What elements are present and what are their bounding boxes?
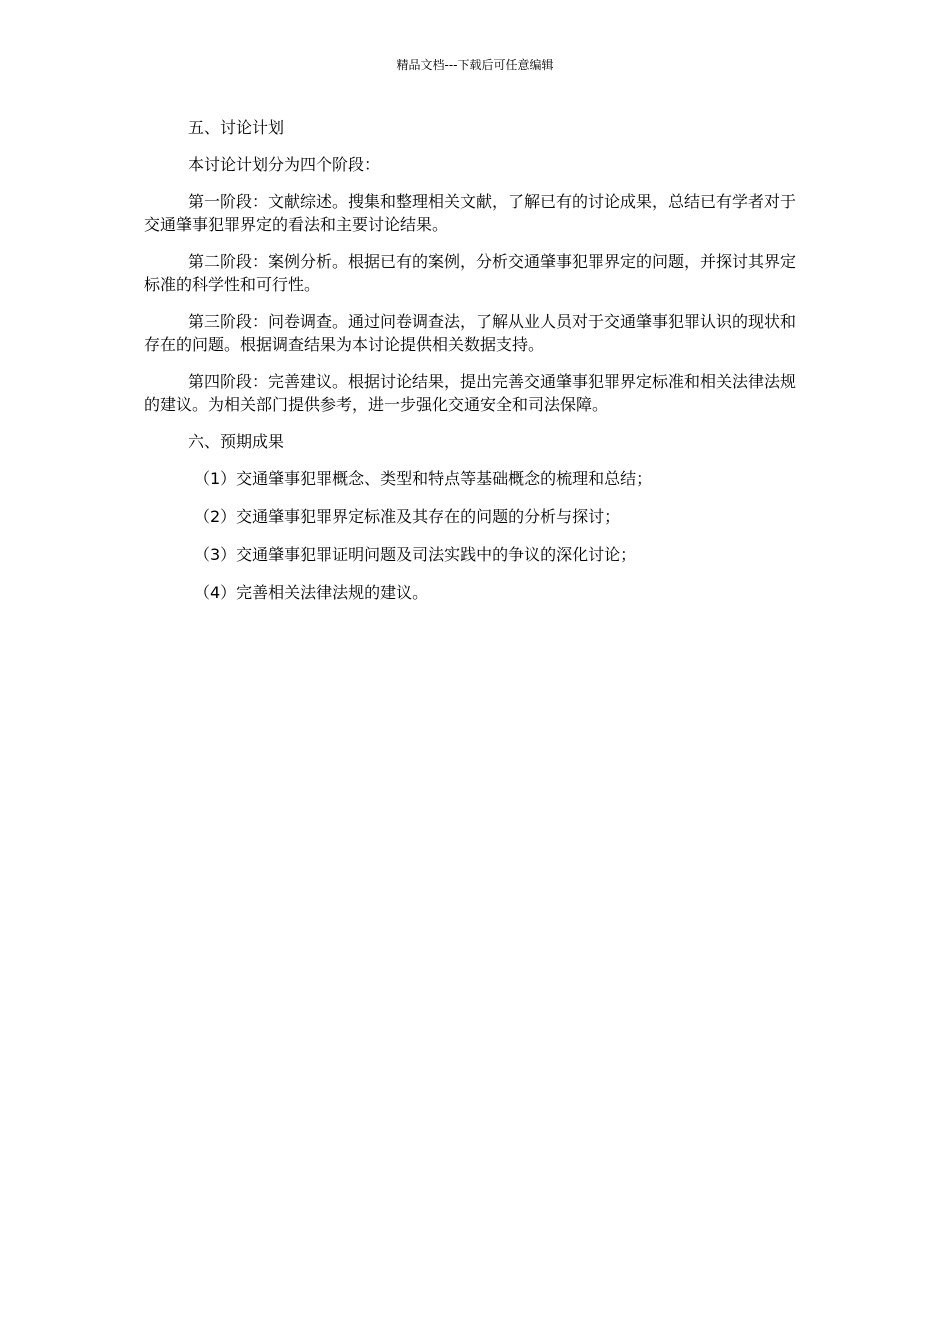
section-heading-discussion-plan: 五、讨论计划 (188, 118, 285, 137)
expected-result-item-2: （2）交通肇事犯罪界定标准及其存在的问题的分析与探讨； (194, 507, 621, 526)
stage-1-paragraph: 第一阶段：文献综述。搜集和整理相关文献，了解已有的讨论成果，总结已有学者对于交通肇事犯罪界定的看法和主要讨论结果。 (144, 192, 797, 234)
discussion-plan-intro: 本讨论计划分为四个阶段： (188, 155, 381, 174)
stage-4-paragraph: 第四阶段：完善建议。根据讨论结果，提出完善交通肇事犯罪界定标准和相关法律法规的建议。为相关部门提供参考，进一步强化交通安全和司法保障。 (144, 372, 797, 414)
page-header: 精品文档---下载后可任意编辑 (396, 58, 554, 72)
expected-result-item-1: （1）交通肇事犯罪概念、类型和特点等基础概念的梳理和总结； (194, 469, 653, 488)
expected-result-item-4: （4）完善相关法律法规的建议。 (194, 583, 429, 602)
document-body (144, 116, 808, 619)
stage-3-paragraph: 第三阶段：问卷调查。通过问卷调查法，了解从业人员对于交通肇事犯罪认识的现状和存在的问题。根据调查结果为本讨论提供相关数据支持。 (144, 312, 797, 354)
section-heading-expected-results: 六、预期成果 (188, 432, 285, 451)
stage-2-paragraph: 第二阶段：案例分析。根据已有的案例，分析交通肇事犯罪界定的问题，并探讨其界定标准的科学性和可行性。 (144, 252, 797, 294)
expected-result-item-3: （3）交通肇事犯罪证明问题及司法实践中的争议的深化讨论； (194, 545, 637, 564)
